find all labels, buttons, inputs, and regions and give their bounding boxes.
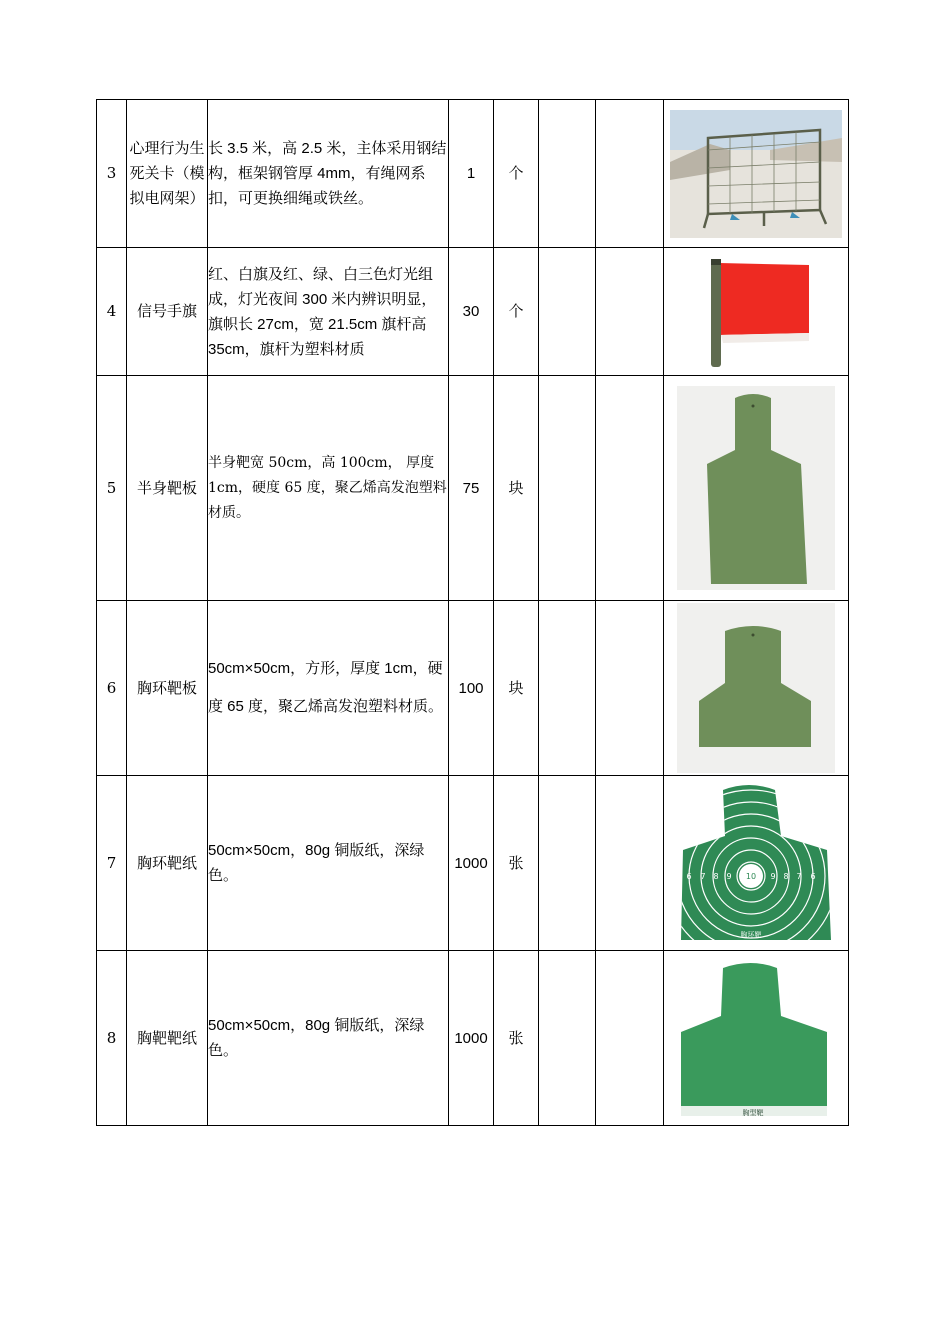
row-number: 3 [97, 100, 127, 248]
empty-cell [539, 951, 596, 1126]
empty-cell [539, 601, 596, 776]
row-number: 7 [97, 776, 127, 951]
item-unit: 个 [494, 248, 539, 376]
item-name: 半身靶板 [127, 376, 208, 601]
item-quantity: 1000 [449, 951, 494, 1126]
signal-flag-photo [697, 251, 815, 373]
item-unit: 块 [494, 601, 539, 776]
item-name: 胸环靶纸 [127, 776, 208, 951]
item-quantity: 1000 [449, 776, 494, 951]
svg-text:6: 6 [686, 872, 692, 881]
target-caption: 胸型靶 [742, 1109, 764, 1117]
chest-ring-target-board-photo [677, 603, 835, 773]
item-photo-cell [664, 776, 849, 951]
item-spec: 50cm×50cm，80g 铜版纸，深绿色。 [208, 776, 449, 951]
item-name: 胸环靶板 [127, 601, 208, 776]
item-photo-cell [664, 100, 849, 248]
empty-cell [596, 601, 664, 776]
item-unit: 块 [494, 376, 539, 601]
target-caption: 胸环靶 [740, 931, 762, 939]
svg-text:9: 9 [770, 872, 776, 881]
item-spec: 长 3.5 米，高 2.5 米，主体采用钢结构，框架钢管厚 4mm，有绳网系扣，可更换细绳或铁丝。 [208, 100, 449, 248]
table-row [97, 601, 849, 776]
item-quantity: 100 [449, 601, 494, 776]
row-number: 8 [97, 951, 127, 1126]
item-unit: 张 [494, 951, 539, 1126]
half-body-target-board-photo [677, 386, 835, 590]
table-row [97, 248, 849, 376]
item-spec: 50cm×50cm，80g 铜版纸，深绿色。 [208, 951, 449, 1126]
empty-cell [539, 376, 596, 601]
item-spec: 50cm×50cm，方形，厚度 1cm，硬度 65 度，聚乙烯高发泡塑料材质。 [208, 601, 449, 776]
row-number: 4 [97, 248, 127, 376]
svg-text:7: 7 [796, 872, 802, 881]
item-unit: 张 [494, 776, 539, 951]
item-photo-cell [664, 376, 849, 601]
empty-cell [539, 100, 596, 248]
empty-cell [596, 248, 664, 376]
svg-text:8: 8 [783, 872, 789, 881]
row-number: 6 [97, 601, 127, 776]
empty-cell [596, 376, 664, 601]
table-row [97, 100, 849, 248]
svg-text:9: 9 [726, 872, 732, 881]
item-unit: 个 [494, 100, 539, 248]
item-spec: 红、白旗及红、绿、白三色灯光组成，灯光夜间 300 米内辨识明显，旗帜长 27cm，宽 21.5cm 旗杆高 35cm，旗杆为塑料材质 [208, 248, 449, 376]
item-photo-cell [664, 248, 849, 376]
item-quantity: 75 [449, 376, 494, 601]
item-quantity: 30 [449, 248, 494, 376]
item-spec: 半身靶宽 50cm，高 100cm， 厚度 1cm，硬度 65 度，聚乙烯高发泡塑料材质。 [208, 376, 449, 601]
svg-text:7: 7 [700, 872, 706, 881]
chest-target-paper-photo [677, 958, 835, 1118]
empty-cell [539, 248, 596, 376]
table-row [97, 776, 849, 951]
table-row [97, 376, 849, 601]
svg-text:8: 8 [713, 872, 719, 881]
item-quantity: 1 [449, 100, 494, 248]
row-number: 5 [97, 376, 127, 601]
empty-cell [596, 100, 664, 248]
table-row [97, 951, 849, 1126]
item-name: 心理行为生死关卡（模拟电网架） [127, 100, 208, 248]
equipment-spec-table [96, 99, 849, 1126]
empty-cell [596, 951, 664, 1126]
svg-text:6: 6 [810, 872, 816, 881]
item-photo-cell [664, 601, 849, 776]
empty-cell [596, 776, 664, 951]
svg-text:10: 10 [745, 872, 757, 881]
metal-frame-photo [670, 110, 842, 238]
item-photo-cell [664, 951, 849, 1126]
item-name: 胸靶靶纸 [127, 951, 208, 1126]
empty-cell [539, 776, 596, 951]
chest-ring-target-paper-photo [677, 780, 835, 946]
item-name: 信号手旗 [127, 248, 208, 376]
